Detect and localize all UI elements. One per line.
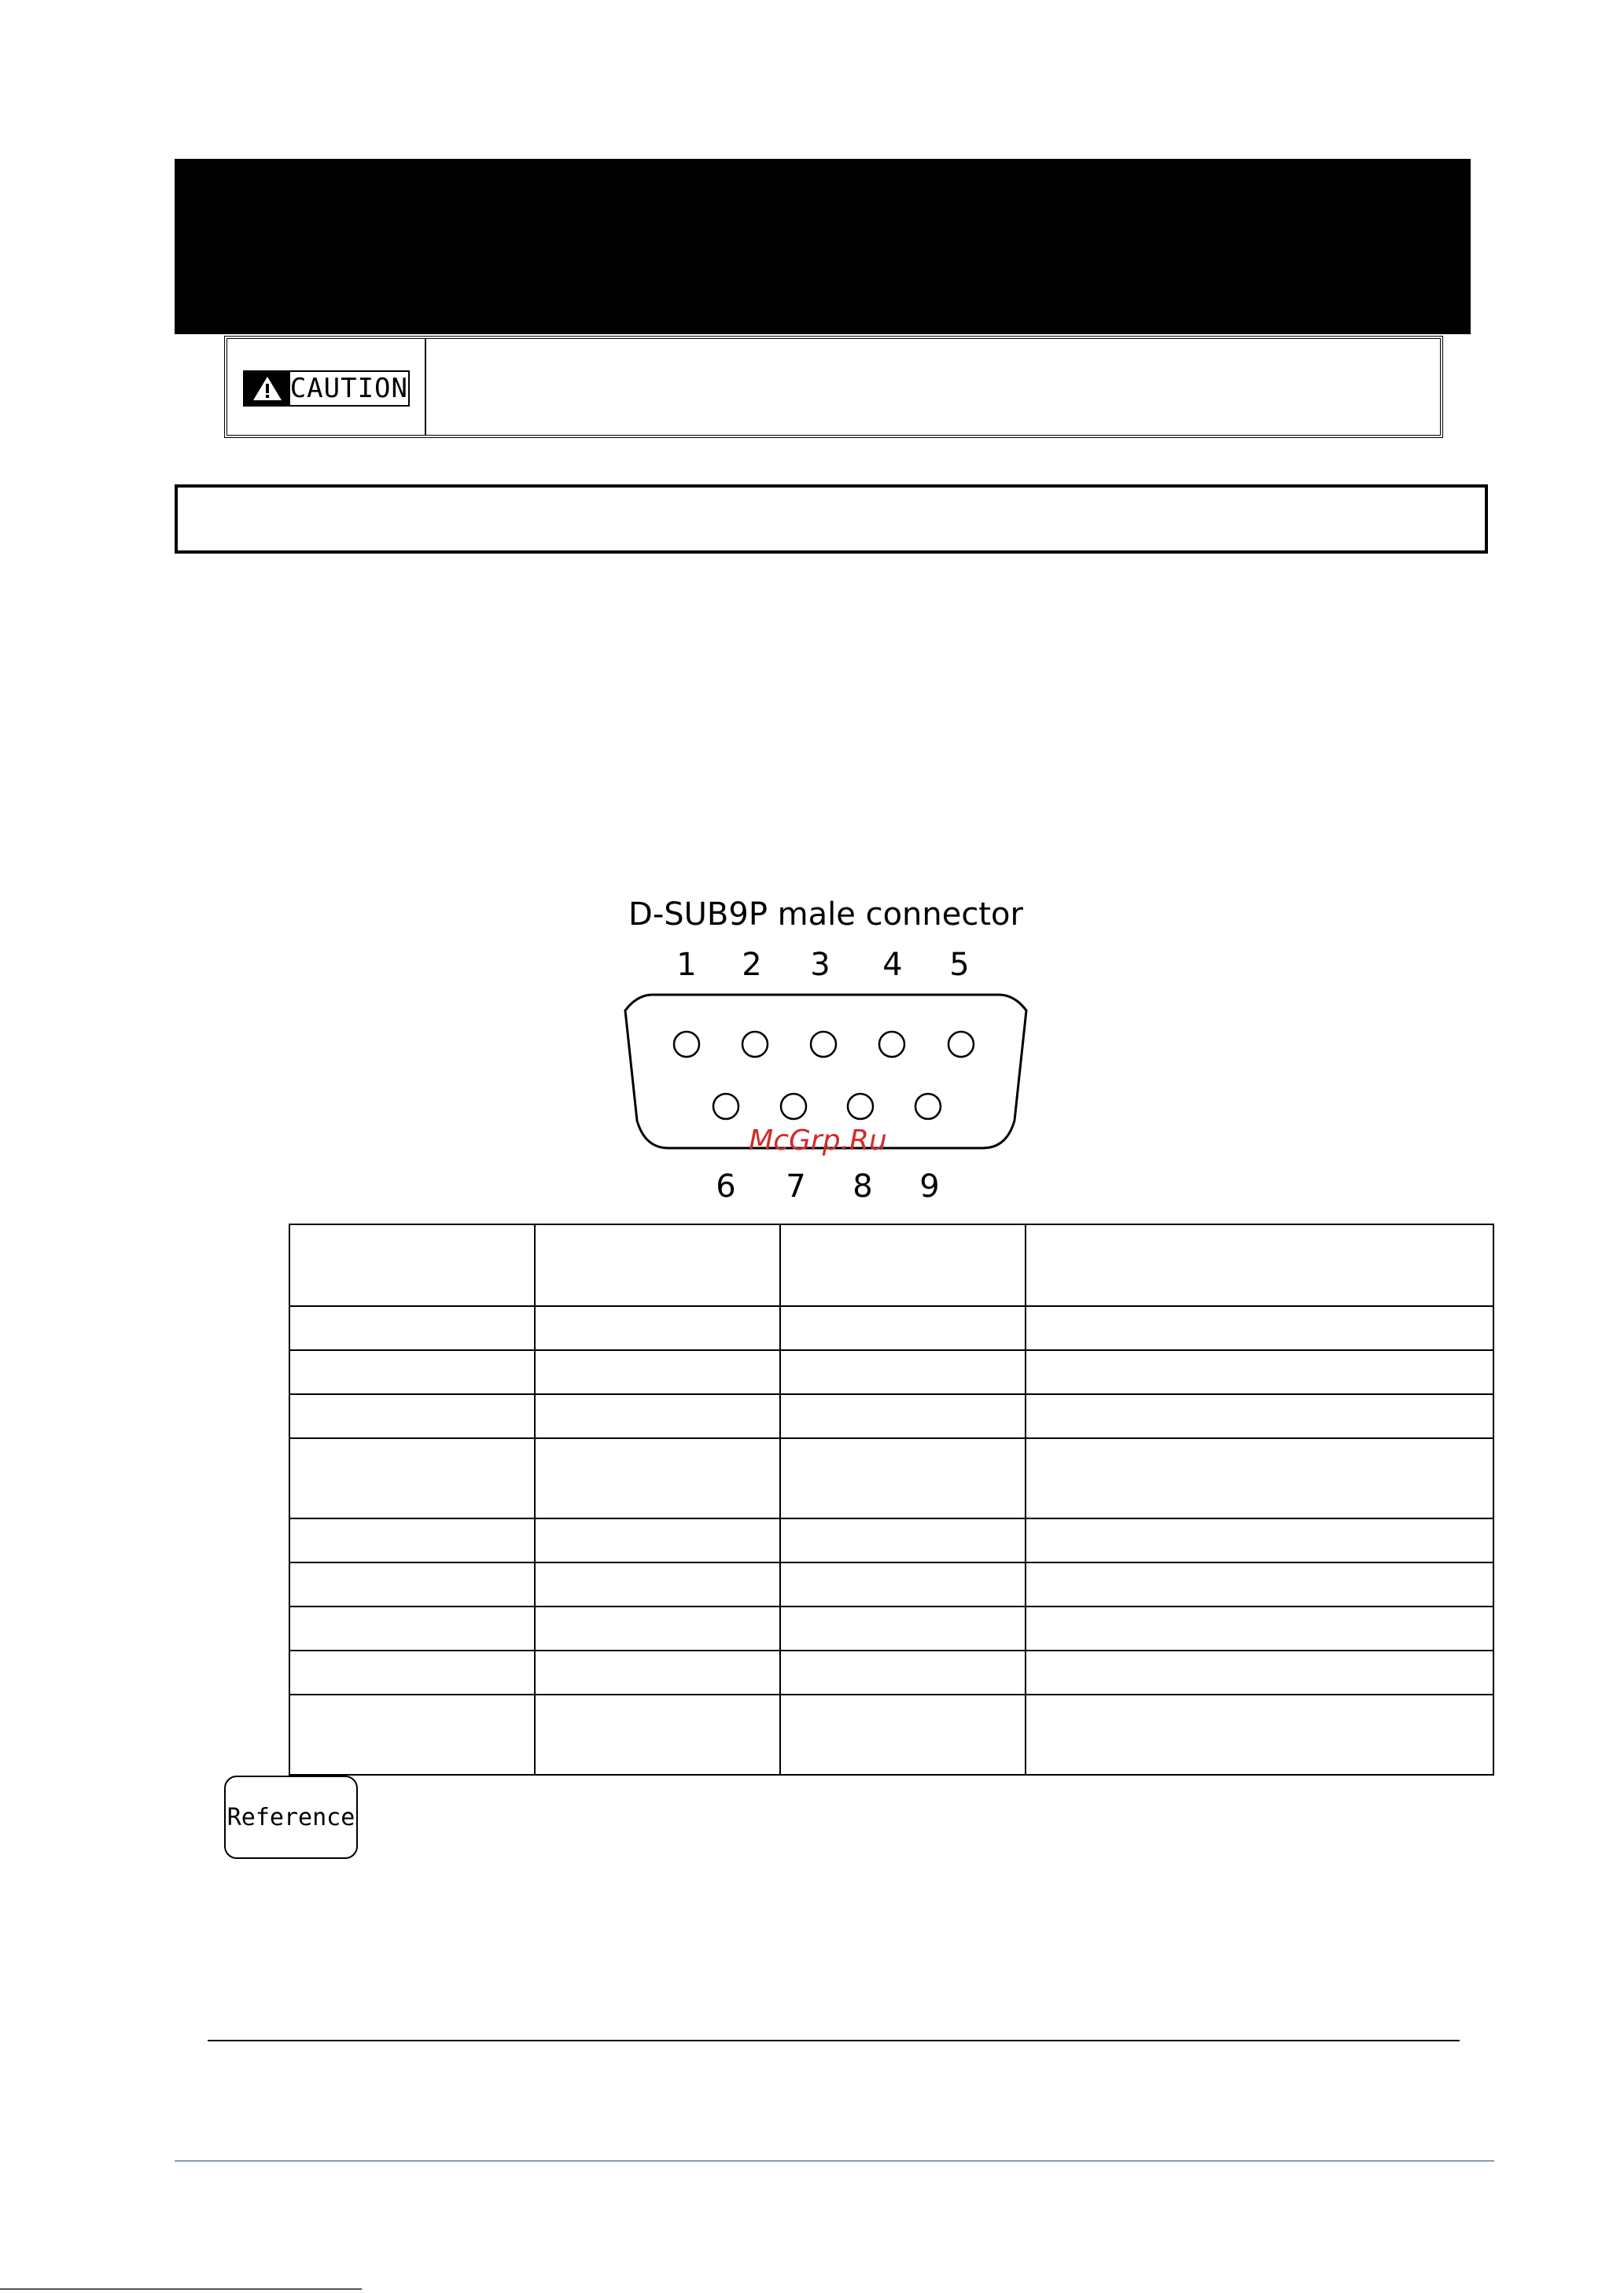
pin-label-3: 3: [810, 947, 830, 983]
pin-label-1: 1: [676, 947, 697, 983]
table-cell: [289, 1306, 535, 1350]
table-cell: [289, 1651, 535, 1695]
table-cell: [289, 1224, 535, 1306]
table-cell: [289, 1350, 535, 1394]
table-cell: [535, 1224, 780, 1306]
table-cell: [1026, 1438, 1493, 1518]
table-cell: [780, 1224, 1026, 1306]
bottom-strip: [0, 2288, 362, 2290]
table-cell: [780, 1438, 1026, 1518]
pin-label-2: 2: [742, 947, 762, 983]
table-cell: [1026, 1306, 1493, 1350]
table-cell: [780, 1518, 1026, 1562]
pin-label-9: 9: [919, 1169, 940, 1205]
warning-triangle-icon: [245, 372, 290, 405]
table-cell: [780, 1695, 1026, 1775]
table-cell: [535, 1651, 780, 1695]
table-cell: [289, 1562, 535, 1607]
table-cell: [1026, 1350, 1493, 1394]
table-cell: [1026, 1394, 1493, 1438]
pin-8: [848, 1094, 873, 1119]
table-row: [289, 1438, 1493, 1518]
pin-1: [674, 1032, 699, 1057]
pin-label-8: 8: [853, 1169, 873, 1205]
pin-2: [742, 1032, 768, 1057]
table-cell: [1026, 1651, 1493, 1695]
table-cell: [535, 1350, 780, 1394]
pin-6: [713, 1094, 738, 1119]
table-cell: [535, 1394, 780, 1438]
table-cell: [289, 1438, 535, 1518]
table-cell: [1026, 1224, 1493, 1306]
table-cell: [535, 1695, 780, 1775]
connector-diagram: [598, 896, 1054, 1211]
table-cell: [1026, 1607, 1493, 1651]
table-row: [289, 1695, 1493, 1775]
table-cell: [289, 1518, 535, 1562]
pin-7: [781, 1094, 806, 1119]
table-row: [289, 1306, 1493, 1350]
table-row: [289, 1394, 1493, 1438]
table-cell: [289, 1695, 535, 1775]
table-cell: [289, 1607, 535, 1651]
footer-divider: [208, 2040, 1460, 2041]
caution-label: [243, 370, 410, 407]
table-cell: [780, 1350, 1026, 1394]
table-cell: [289, 1394, 535, 1438]
table-row: [289, 1562, 1493, 1607]
table-cell: [535, 1607, 780, 1651]
diagram-title: D-SUB9P male connector: [628, 896, 1023, 933]
pin-label-5: 5: [949, 947, 970, 983]
table-cell: [535, 1518, 780, 1562]
caution-cell: [227, 339, 426, 435]
table-cell: [535, 1438, 780, 1518]
table-cell: [1026, 1695, 1493, 1775]
table-cell: [535, 1306, 780, 1350]
pin-5: [948, 1032, 974, 1057]
pin-label-4: 4: [882, 947, 903, 983]
table-cell: [780, 1306, 1026, 1350]
table-cell: [535, 1562, 780, 1607]
table-row: [289, 1350, 1493, 1394]
table-cell: [780, 1562, 1026, 1607]
pin-label-7: 7: [786, 1169, 806, 1205]
pin-assignment-table: [289, 1224, 1494, 1776]
table-cell: [780, 1607, 1026, 1651]
section-header-band: [175, 159, 1471, 334]
table-header-row: [289, 1224, 1493, 1306]
pin-label-6: 6: [716, 1169, 736, 1205]
table-cell: [780, 1394, 1026, 1438]
watermark: McGrp.Ru: [749, 1124, 887, 1157]
table-row: [289, 1518, 1493, 1562]
subheading-box: [175, 484, 1488, 554]
connector-svg: [598, 896, 1054, 1211]
pin-3: [811, 1032, 836, 1057]
caution-text: CAUTION: [289, 373, 408, 404]
table-row: [289, 1607, 1493, 1651]
table-cell: [1026, 1518, 1493, 1562]
table-row: [289, 1651, 1493, 1695]
table-cell: [1026, 1562, 1493, 1607]
pin-9: [915, 1094, 941, 1119]
table-cell: [780, 1651, 1026, 1695]
caution-box: [224, 336, 1443, 438]
pin-4: [879, 1032, 904, 1057]
reference-badge: Reference: [224, 1776, 358, 1859]
page-bottom-divider: [175, 2160, 1494, 2162]
